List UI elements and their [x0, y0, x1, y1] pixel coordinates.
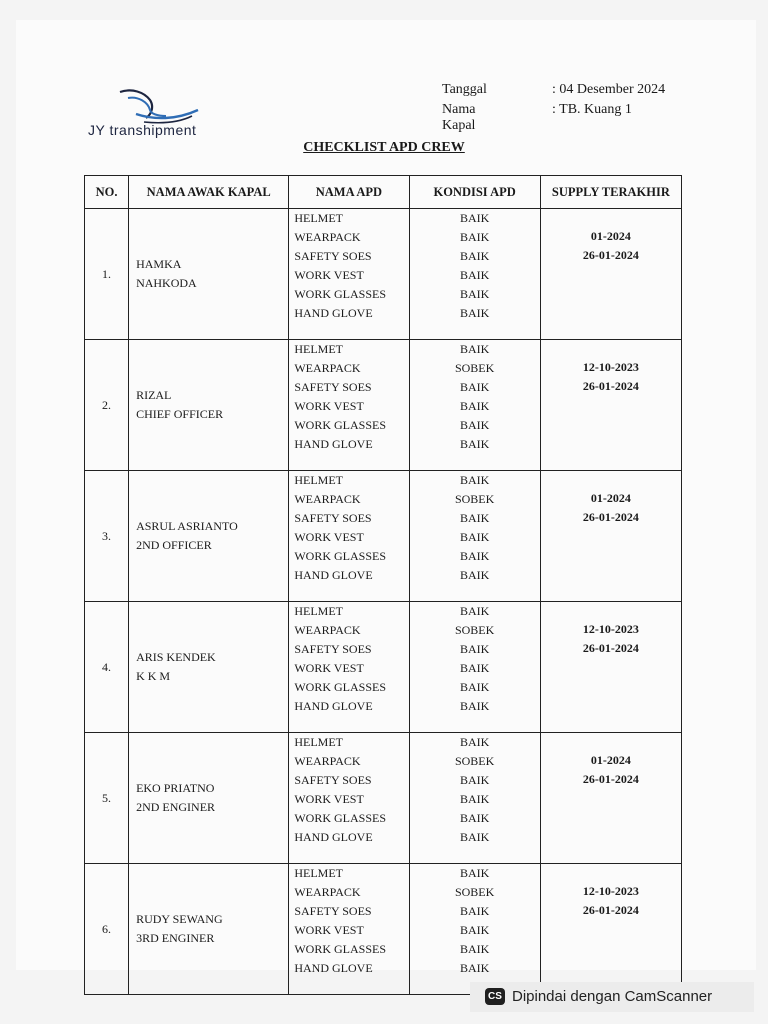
supply-date: 26-01-2024 — [582, 248, 639, 262]
apd-item: SAFETY SOES — [294, 380, 372, 394]
apd-item: SAFETY SOES — [294, 904, 372, 918]
apd-item: HAND GLOVE — [294, 961, 373, 975]
row-number: 5. — [85, 733, 129, 864]
apd-item: WORK VEST — [294, 792, 364, 806]
apd-item: SAFETY SOES — [294, 642, 372, 656]
row-number: 4. — [85, 602, 129, 733]
document-title: CHECKLIST APD CREW — [303, 140, 465, 155]
supply-date: 01-2024 — [590, 491, 631, 505]
apd-item: WORK GLASSES — [294, 680, 387, 694]
apd-checklist-table — [84, 175, 682, 995]
crew-role: NAHKODA — [136, 276, 197, 290]
row-number: 1. — [85, 209, 129, 340]
apd-item: HAND GLOVE — [294, 306, 373, 320]
apd-item: HELMET — [294, 604, 343, 618]
apd-item: WORK VEST — [294, 530, 364, 544]
condition-value: BAIK — [459, 923, 490, 937]
condition-list-cell — [409, 209, 540, 340]
condition-value: BAIK — [459, 268, 490, 282]
condition-value: BAIK — [459, 511, 490, 525]
supply-date: 12-10-2023 — [582, 622, 639, 636]
crew-role: 2ND ENGINER — [136, 800, 216, 814]
apd-list-cell — [289, 864, 409, 995]
last-supply-cell — [540, 602, 681, 733]
apd-item: WORK GLASSES — [294, 418, 387, 432]
apd-item: WORK VEST — [294, 268, 364, 282]
crew-name: RUDY SEWANG — [136, 912, 223, 926]
condition-value: BAIK — [459, 811, 490, 825]
table-row — [85, 602, 682, 733]
condition-value: BAIK — [459, 699, 490, 713]
condition-value: BAIK — [459, 287, 490, 301]
column-header-no: NO. — [85, 176, 129, 209]
supply-date: 01-2024 — [590, 229, 631, 243]
condition-value: BAIK — [459, 773, 490, 787]
condition-value: BAIK — [459, 866, 490, 880]
supply-date: 26-01-2024 — [582, 903, 639, 917]
apd-item: WORK GLASSES — [294, 942, 387, 956]
condition-value: BAIK — [459, 342, 490, 356]
last-supply-cell — [540, 864, 681, 995]
vessel-label: Nama Kapal — [442, 102, 476, 133]
table-row — [85, 340, 682, 471]
apd-item: HELMET — [294, 211, 343, 225]
last-supply-cell — [540, 209, 681, 340]
condition-value: BAIK — [459, 530, 490, 544]
supply-date: 26-01-2024 — [582, 772, 639, 786]
apd-item: WEARPACK — [294, 361, 361, 375]
condition-value: BAIK — [459, 399, 490, 413]
apd-item: WORK GLASSES — [294, 549, 387, 563]
apd-item: HELMET — [294, 735, 343, 749]
crew-role: CHIEF OFFICER — [136, 407, 224, 421]
row-number: 6. — [85, 864, 129, 995]
apd-item: HAND GLOVE — [294, 699, 373, 713]
date-label: Tanggal — [442, 82, 487, 97]
apd-item: HELMET — [294, 866, 343, 880]
row-number: 3. — [85, 471, 129, 602]
condition-value: BAIK — [459, 380, 490, 394]
condition-list-cell — [409, 864, 540, 995]
last-supply-cell — [540, 340, 681, 471]
apd-item: WEARPACK — [294, 754, 361, 768]
crew-role: K K M — [136, 669, 171, 683]
apd-list-cell — [289, 471, 409, 602]
supply-date: 26-01-2024 — [582, 379, 639, 393]
apd-list-cell — [289, 340, 409, 471]
supply-date: 12-10-2023 — [582, 884, 639, 898]
condition-value: BAIK — [459, 735, 490, 749]
table-row — [85, 471, 682, 602]
condition-list-cell — [409, 471, 540, 602]
apd-item: HAND GLOVE — [294, 437, 373, 451]
crew-cell — [129, 602, 289, 733]
crew-cell — [129, 864, 289, 995]
condition-value: BAIK — [459, 830, 490, 844]
row-number: 2. — [85, 340, 129, 471]
crew-name: ARIS KENDEK — [136, 650, 216, 664]
column-header-apd-name: NAMA APD — [289, 176, 409, 209]
condition-value: BAIK — [459, 249, 490, 263]
apd-item: HELMET — [294, 342, 343, 356]
crew-name: RIZAL — [136, 388, 172, 402]
supply-date: 26-01-2024 — [582, 510, 639, 524]
table-header-row — [85, 176, 682, 209]
column-header-condition: KONDISI APD — [409, 176, 540, 209]
condition-value: BAIK — [459, 437, 490, 451]
vessel-value: : TB. Kuang 1 — [552, 102, 632, 117]
condition-value: BAIK — [459, 549, 490, 563]
condition-list-cell — [409, 733, 540, 864]
condition-list-cell — [409, 602, 540, 733]
apd-item: WEARPACK — [294, 492, 361, 506]
apd-item: SAFETY SOES — [294, 773, 372, 787]
crew-name: HAMKA — [136, 257, 182, 271]
last-supply-cell — [540, 733, 681, 864]
crew-name: EKO PRIATNO — [136, 781, 215, 795]
apd-list-cell — [289, 733, 409, 864]
apd-item: SAFETY SOES — [294, 249, 372, 263]
condition-value: SOBEK — [454, 361, 495, 375]
condition-value: BAIK — [459, 473, 490, 487]
camscanner-text: Dipindai dengan CamScanner — [512, 988, 713, 1005]
apd-item: WORK VEST — [294, 661, 364, 675]
apd-list-cell — [289, 209, 409, 340]
apd-item: WORK GLASSES — [294, 811, 387, 825]
ship-wave-logo-icon — [114, 86, 204, 126]
crew-cell — [129, 733, 289, 864]
camscanner-watermark — [470, 982, 754, 1012]
condition-value: BAIK — [459, 942, 490, 956]
supply-date: 12-10-2023 — [582, 360, 639, 374]
condition-value: BAIK — [459, 642, 490, 656]
table-row — [85, 209, 682, 340]
date-value: : 04 Desember 2024 — [552, 82, 666, 97]
apd-item: SAFETY SOES — [294, 511, 372, 525]
crew-role: 2ND OFFICER — [136, 538, 212, 552]
condition-list-cell — [409, 340, 540, 471]
condition-value: BAIK — [459, 568, 490, 582]
column-header-last-supply: SUPPLY TERAKHIR — [540, 176, 681, 209]
apd-item: HAND GLOVE — [294, 568, 373, 582]
condition-value: BAIK — [459, 661, 490, 675]
condition-value: BAIK — [459, 230, 490, 244]
camscanner-icon: CS — [485, 988, 505, 1005]
apd-item: WORK VEST — [294, 399, 364, 413]
crew-cell — [129, 209, 289, 340]
crew-cell — [129, 471, 289, 602]
condition-value: BAIK — [459, 211, 490, 225]
apd-item: HELMET — [294, 473, 343, 487]
supply-date: 26-01-2024 — [582, 641, 639, 655]
condition-value: SOBEK — [454, 754, 495, 768]
condition-value: SOBEK — [454, 492, 495, 506]
company-logo — [84, 86, 244, 142]
logo-wordmark: JY transhipment — [88, 122, 197, 138]
table-row — [85, 733, 682, 864]
last-supply-cell — [540, 471, 681, 602]
apd-item: HAND GLOVE — [294, 830, 373, 844]
condition-value: BAIK — [459, 604, 490, 618]
condition-value: BAIK — [459, 961, 490, 975]
apd-item: WORK GLASSES — [294, 287, 387, 301]
crew-cell — [129, 340, 289, 471]
apd-item: WEARPACK — [294, 885, 361, 899]
apd-item: WEARPACK — [294, 230, 361, 244]
apd-item: WORK VEST — [294, 923, 364, 937]
condition-value: BAIK — [459, 680, 490, 694]
condition-value: BAIK — [459, 792, 490, 806]
supply-date: 01-2024 — [590, 753, 631, 767]
condition-value: BAIK — [459, 904, 490, 918]
table-row — [85, 864, 682, 995]
column-header-crew-name: NAMA AWAK KAPAL — [129, 176, 289, 209]
condition-value: SOBEK — [454, 885, 495, 899]
condition-value: BAIK — [459, 306, 490, 320]
apd-item: WEARPACK — [294, 623, 361, 637]
crew-role: 3RD ENGINER — [136, 931, 215, 945]
condition-value: BAIK — [459, 418, 490, 432]
crew-name: ASRUL ASRIANTO — [136, 519, 238, 533]
apd-list-cell — [289, 602, 409, 733]
condition-value: SOBEK — [454, 623, 495, 637]
